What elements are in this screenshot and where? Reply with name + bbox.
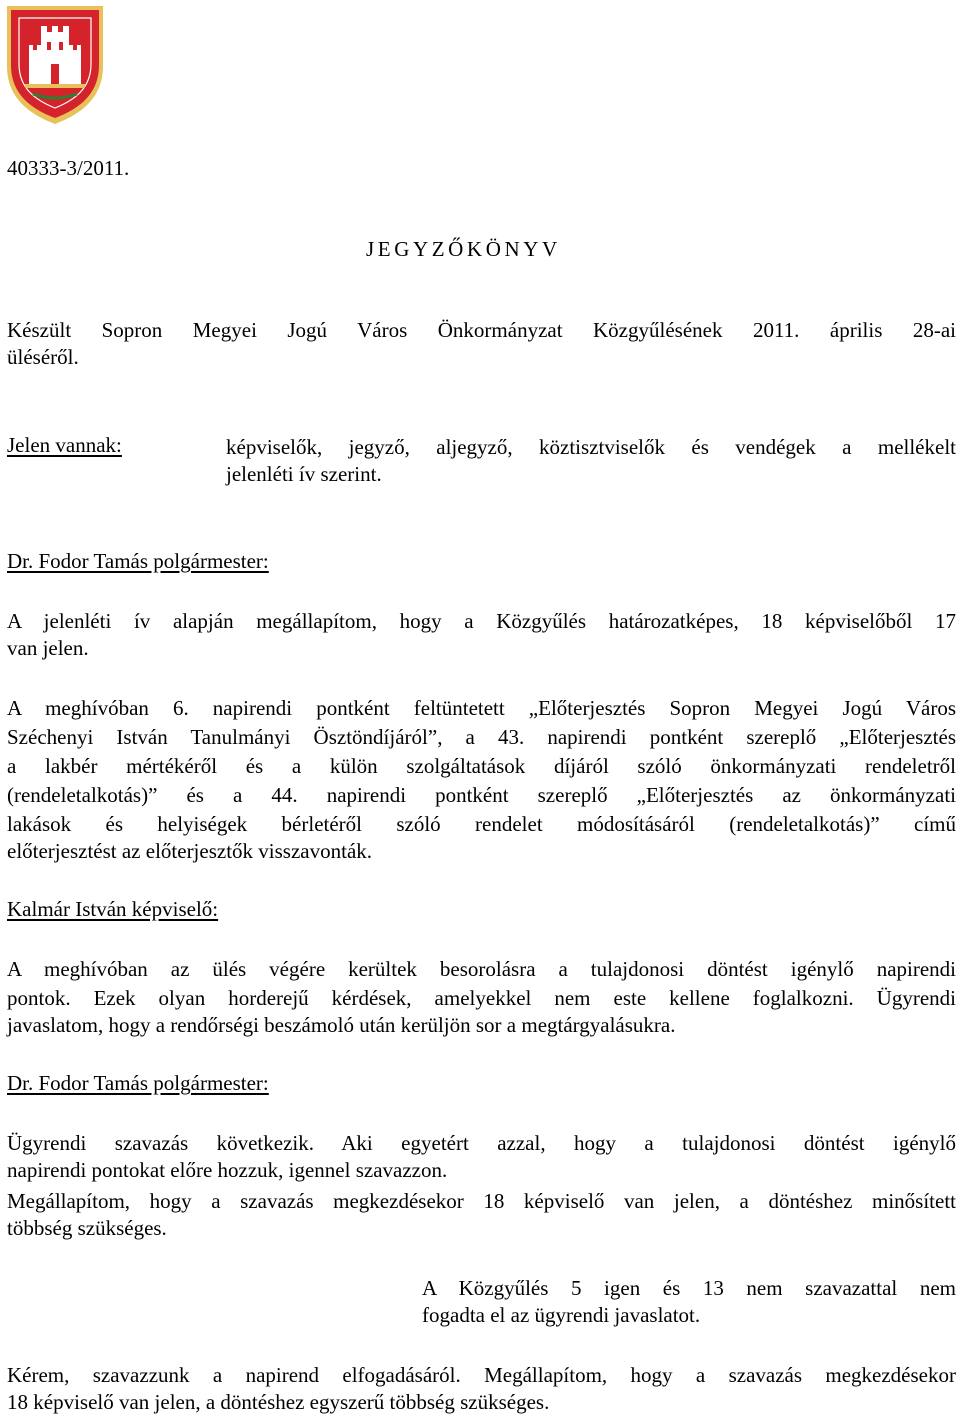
para6-line-1: Kérem, szavazzunk a napirend elfogadásáról. Megállapítom, hogy a szavazás megkezdésekor — [7, 1363, 956, 1387]
result-line-2: fogadta el az ügyrendi javaslatot. — [422, 1303, 701, 1327]
para3-line-3: javaslatom, hogy a rendőrségi beszámoló után kerüljön sor a megtárgyalásukra. — [7, 1013, 676, 1037]
para5-line-1: Megállapítom, hogy a szavazás megkezdésekor 18 képviselő van jelen, a döntéshez minősített — [7, 1189, 956, 1213]
present-text-line-1: képviselők, jegyző, aljegyző, köztisztviselők és vendégek a mellékelt — [226, 435, 956, 459]
para3-line-2: pontok. Ezek olyan horderejű kérdések, amelyekkel nem este kellene foglalkozni. Ügyrendi — [7, 986, 956, 1010]
para4-line-1: Ügyrendi szavazás következik. Aki egyetért azzal, hogy a tulajdonosi döntést igénylő — [7, 1131, 956, 1155]
para1-line-1: A jelenléti ív alapján megállapítom, hogy a Közgyűlés határozatképes, 18 képviselőből 17 — [7, 609, 956, 633]
para2-line-2: Széchenyi István Tanulmányi Ösztöndíjáról”, a 43. napirendi pontként szereplő „Előterjesztés — [7, 725, 956, 749]
result-line-1: A Közgyűlés 5 igen és 13 nem szavazattal nem — [422, 1276, 956, 1300]
intro-line-1: Készült Sopron Megyei Jogú Város Önkormányzat Közgyűlésének 2011. április 28-ai — [7, 318, 956, 342]
para2-line-6: előterjesztést az előterjesztők visszavonták. — [7, 839, 373, 863]
para2-line-5: lakások és helyiségek bérletéről szóló rendelet módosításáról (rendeletalkotás)” című — [7, 812, 956, 836]
present-text-line-2: jelenléti ív szerint. — [226, 462, 382, 486]
para2-line-4: (rendeletalkotás)” és a 44. napirendi pontként szereplő „Előterjesztés az önkormányzati — [7, 783, 956, 807]
para3-line-1: A meghívóban az ülés végére kerültek besorolásra a tulajdonosi döntést igénylő napirendi — [7, 957, 956, 981]
document-number: 40333-3/2011. — [7, 156, 130, 180]
para4-line-2: napirendi pontokat előre hozzuk, igennel szavazzon. — [7, 1158, 448, 1182]
para6-line-2: 18 képviselő van jelen, a döntéshez egyszerű többség szükséges. — [7, 1390, 550, 1414]
intro-line-2: üléséről. — [7, 345, 79, 369]
present-label: Jelen vannak: — [7, 433, 122, 457]
para5-line-2: többség szükséges. — [7, 1216, 167, 1240]
speaker-heading-3: Dr. Fodor Tamás polgármester: — [7, 1071, 269, 1095]
document-title: JEGYZŐKÖNYV — [366, 237, 561, 261]
speaker-heading-2: Kalmár István képviselő: — [7, 897, 219, 921]
para1-line-2: van jelen. — [7, 636, 89, 660]
para2-line-3: a lakbér mértékéről és a külön szolgáltatások díjáról szóló önkormányzati rendeletről — [7, 754, 956, 778]
sopron-crest-icon — [3, 2, 107, 126]
para2-line-1: A meghívóban 6. napirendi pontként feltüntetett „Előterjesztés Sopron Megyei Jogú Város — [7, 696, 956, 720]
speaker-heading-1: Dr. Fodor Tamás polgármester: — [7, 549, 269, 573]
